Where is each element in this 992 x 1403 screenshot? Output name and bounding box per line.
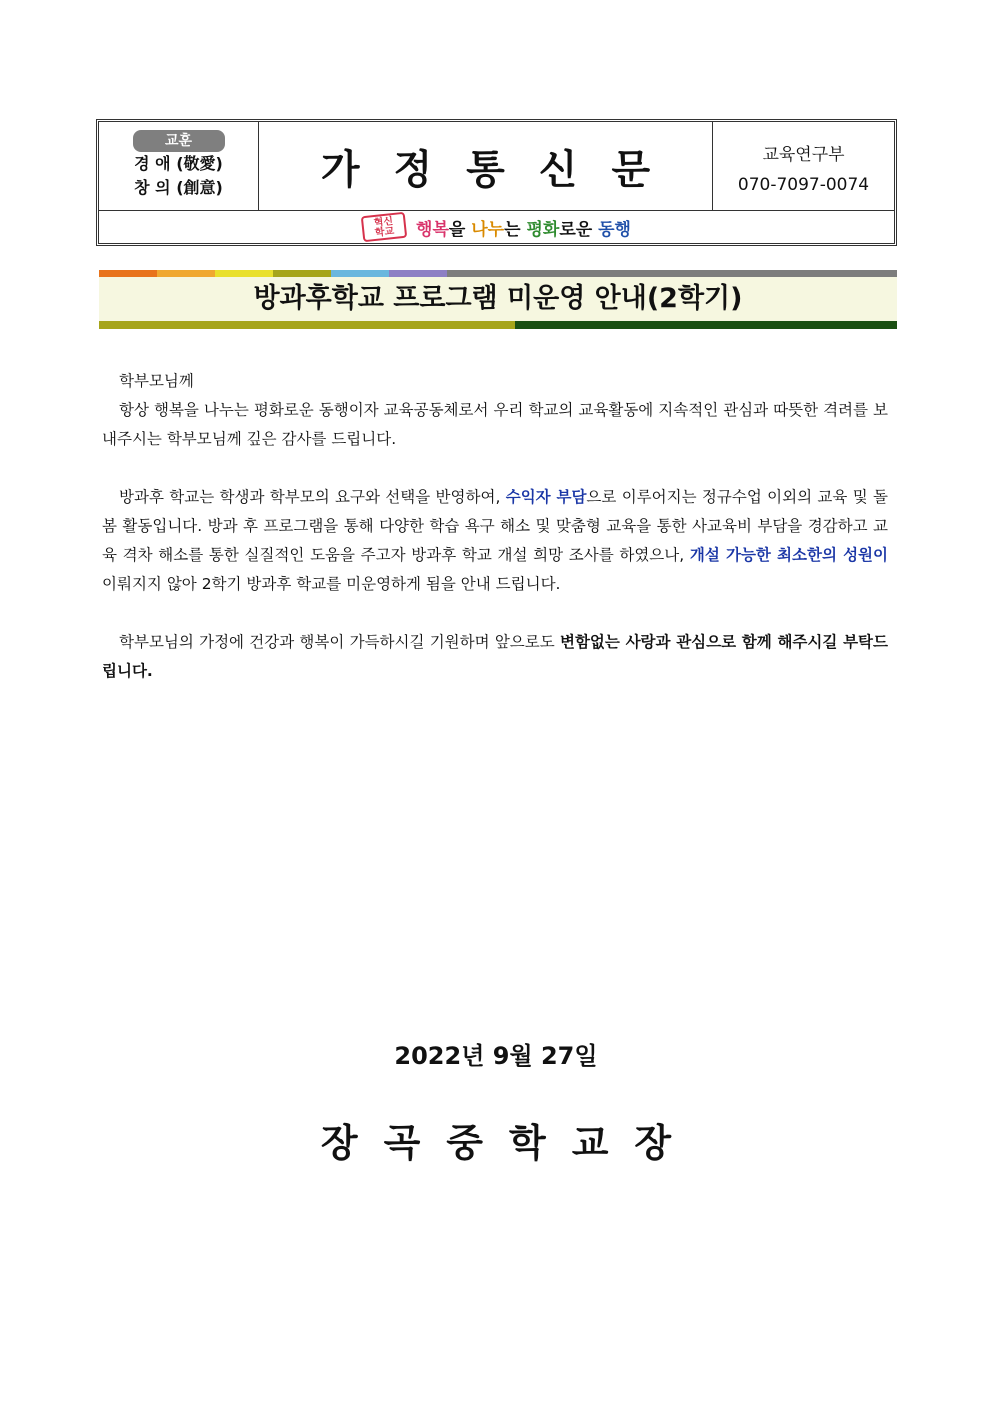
department-cell bbox=[713, 122, 894, 210]
color-bar-top bbox=[99, 270, 897, 277]
letter-body bbox=[102, 367, 888, 715]
title-banner bbox=[99, 270, 897, 329]
color-bar-segment bbox=[99, 270, 157, 277]
bold-text: 변함없는 사랑과 관심으로 함께 해주시길 부탁드립니다. bbox=[102, 633, 888, 680]
highlight-text: 개설 가능한 최소한의 성원이 bbox=[689, 546, 889, 564]
school-motto bbox=[99, 122, 259, 210]
innovation-school-stamp-icon: 혁신 학교 bbox=[361, 212, 407, 242]
slogan-word: 을 bbox=[448, 219, 472, 240]
paragraph-1: 항상 행복을 나누는 평화로운 동행이자 교육공동체로서 우리 학교의 교육활동에 지속적인 관심과 따뜻한 격려를 보내주시는 학부모님께 깊은 감사를 드립니다. bbox=[102, 401, 888, 448]
newsletter-header bbox=[96, 119, 897, 246]
slogan-word: 나누 bbox=[471, 219, 505, 240]
color-bar-segment bbox=[157, 270, 215, 277]
header-top-row bbox=[99, 122, 894, 211]
document-title: 방과후학교 프로그램 미운영 안내(2학기) bbox=[253, 283, 743, 314]
paragraph-3: 학부모님의 가정에 건강과 행복이 가득하시길 기원하며 앞으로도 변함없는 사랑과 관심으로 함께 해주시길 부탁드립니다. bbox=[102, 633, 888, 680]
slogan-row bbox=[99, 211, 894, 243]
color-bar-segment bbox=[447, 270, 897, 277]
paragraph-2: 방과후 학교는 학생과 학부모의 요구와 선택을 반영하여, 수익자 부담으로 이루어지는 정규수업 이외의 교육 및 돌봄 활동입니다. 방과 후 프로그램을 통해 다양한 학습 욕구 해소 및 맞춤형 교육을 통한 사교육비 부담을 경감하고 교육 격차 해소를 통한 실질적인 도움을 주고자 방과후 학교 개설 희망 조사를 하였으나, 개설 가능한 최소한의 성원이 이뤄지지 않아 2학기 방과후 학교를 미운영하게 됨을 안내 드립니다. bbox=[102, 488, 889, 593]
color-bar-segment bbox=[389, 270, 447, 277]
slogan-word: 행복 bbox=[416, 219, 449, 240]
color-bar-segment bbox=[273, 270, 331, 277]
slogan-word: 동행 bbox=[598, 219, 631, 240]
color-bar-segment bbox=[99, 321, 515, 329]
highlight-text: 수익자 부담 bbox=[505, 488, 587, 506]
color-bar-segment bbox=[515, 321, 897, 329]
department-name: 교육연구부 bbox=[762, 145, 845, 165]
motto-line-2: 창 의 (創意) bbox=[134, 178, 223, 197]
title-cell bbox=[259, 122, 713, 210]
greeting: 학부모님께 bbox=[119, 372, 194, 390]
motto-label: 교훈 bbox=[133, 130, 225, 152]
slogan-word: 평화 bbox=[526, 219, 560, 240]
principal-signature: 장곡중학교장 bbox=[320, 1121, 698, 1165]
newsletter-title: 가정통신문 bbox=[320, 146, 685, 193]
color-bar-segment bbox=[331, 270, 389, 277]
slogan-word: 로운 bbox=[559, 219, 599, 240]
slogan-word: 는 bbox=[504, 219, 527, 240]
motto-line-1: 경 애 (敬愛) bbox=[134, 154, 223, 173]
color-bar-segment bbox=[215, 270, 273, 277]
department-phone: 070-7097-0074 bbox=[737, 175, 870, 195]
color-bar-bottom bbox=[99, 321, 897, 329]
letter-date: 2022년 9월 27일 bbox=[394, 1042, 598, 1070]
